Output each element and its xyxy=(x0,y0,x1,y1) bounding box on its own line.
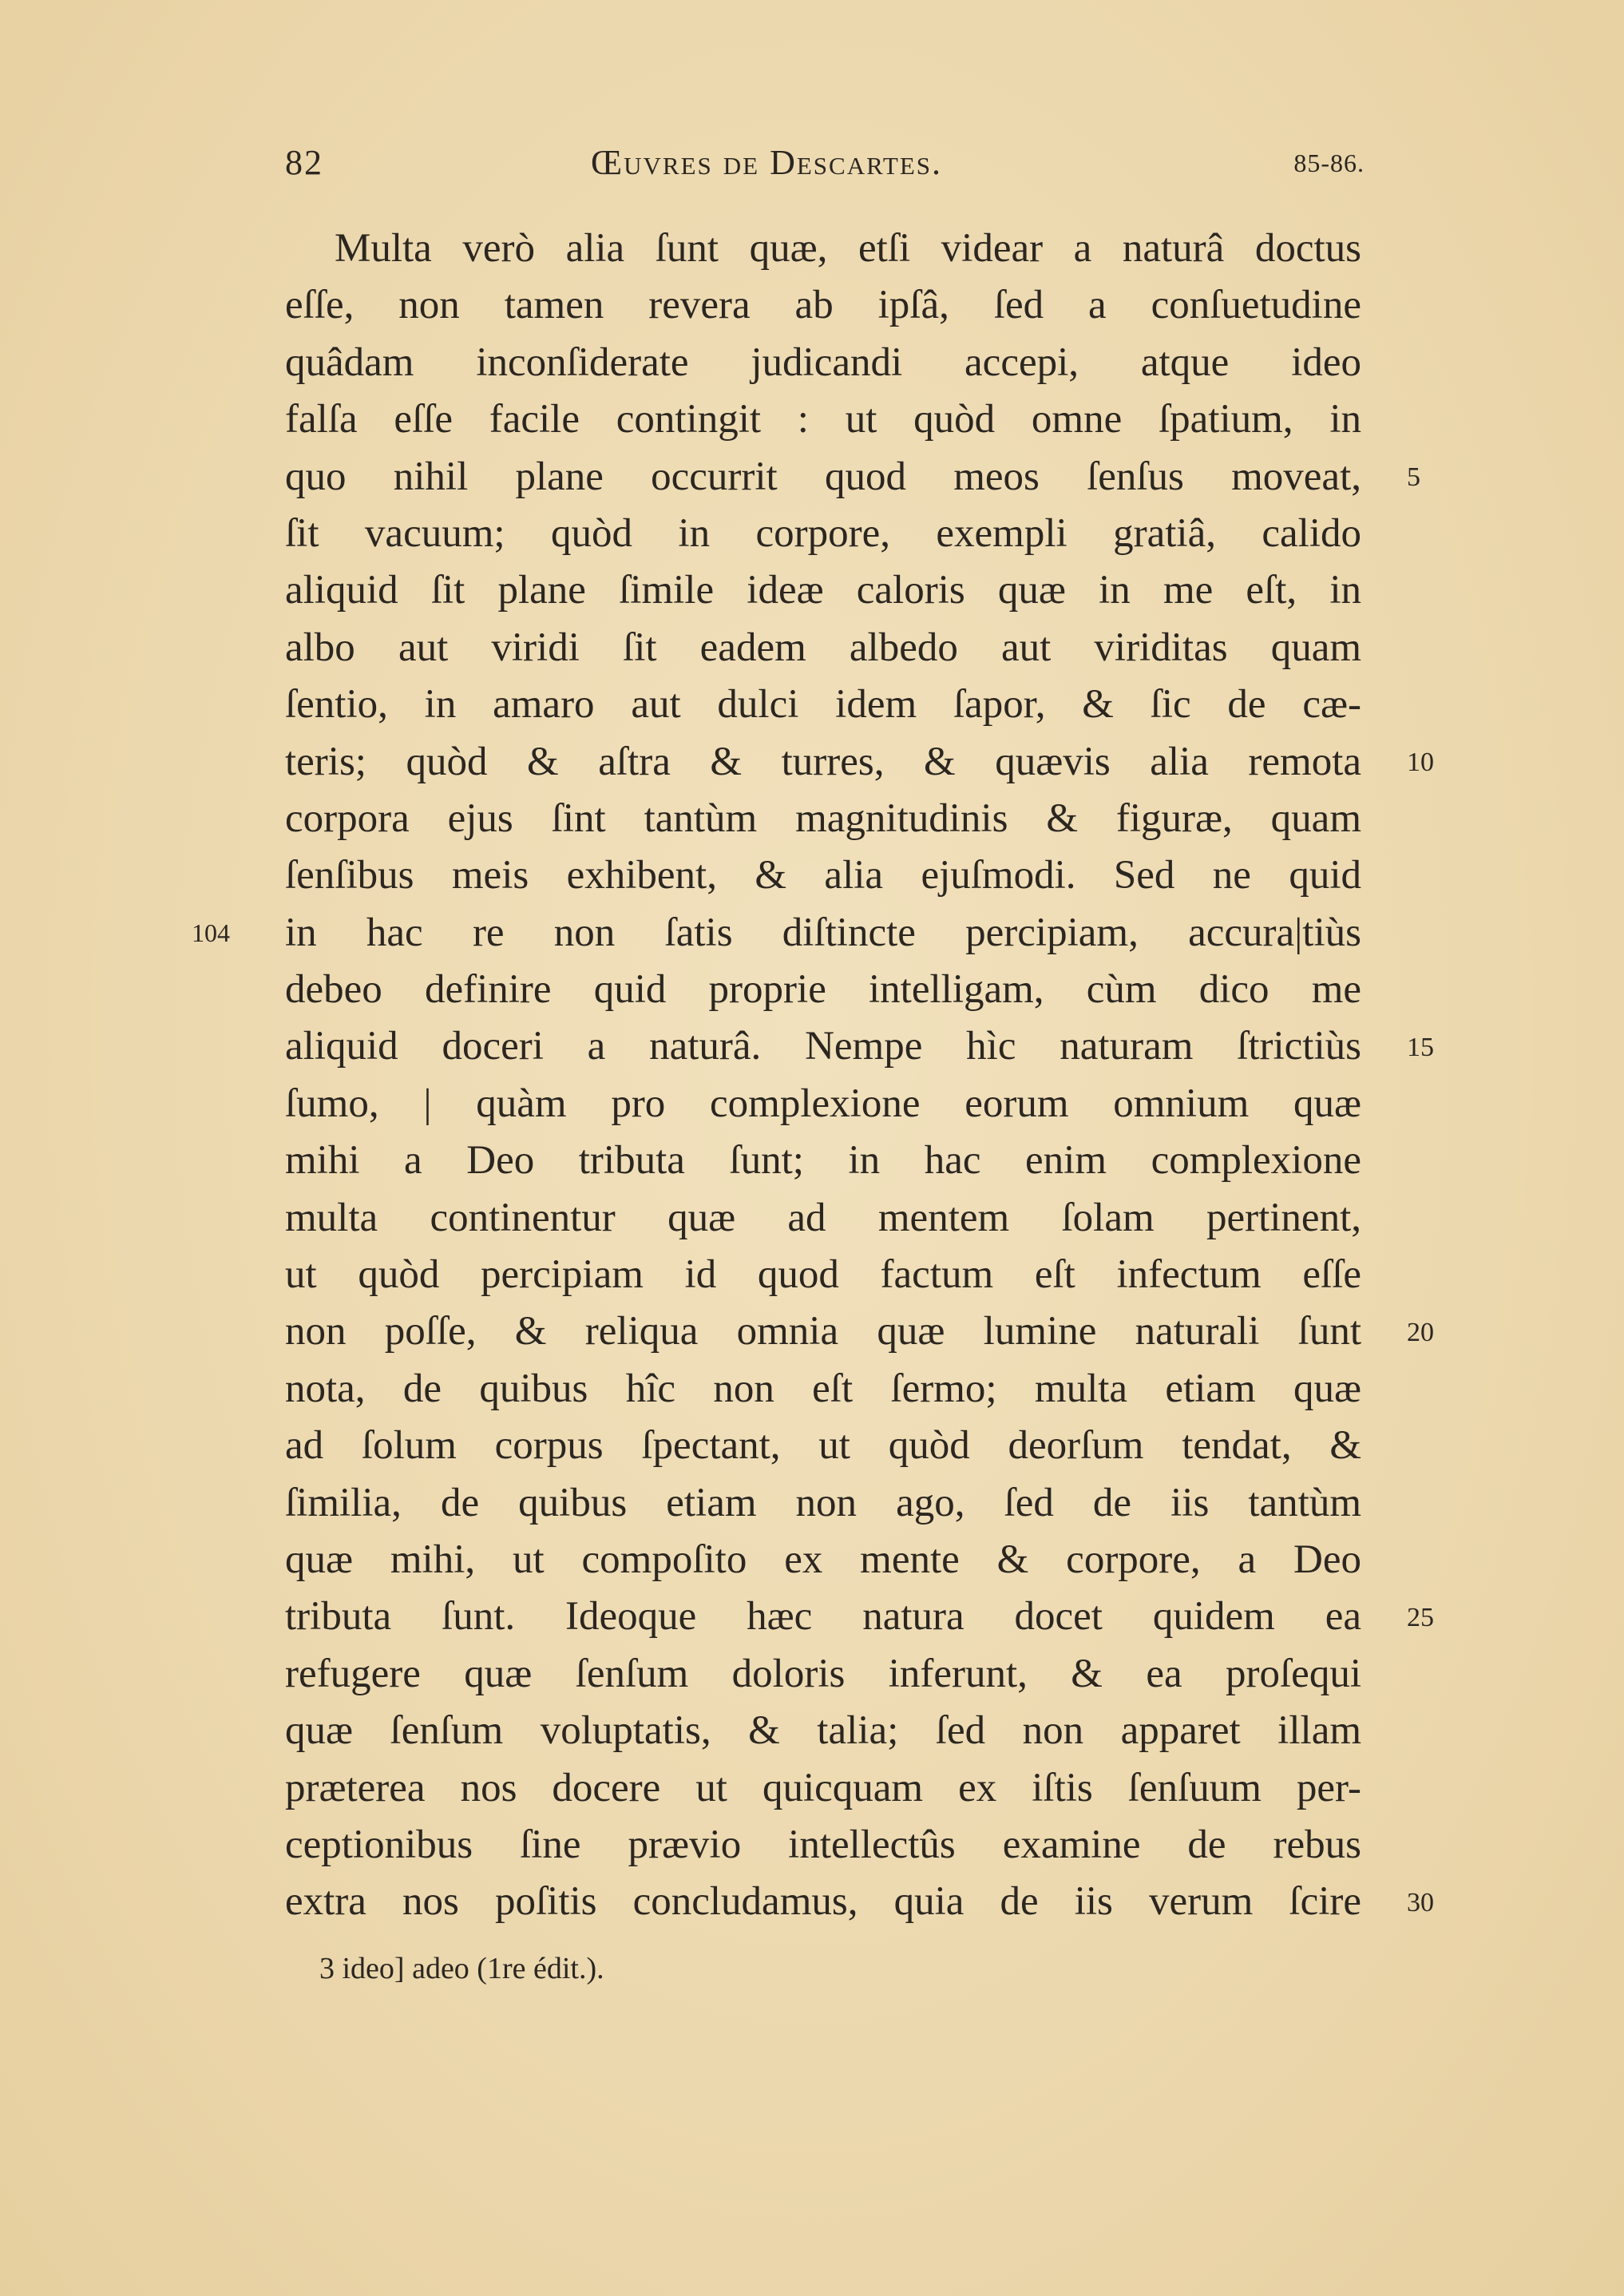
text-line: quâdam inconſiderate judicandi accepi, atque ideo xyxy=(285,339,1361,385)
running-title: Œuvres de Descartes. xyxy=(591,143,943,182)
text-line: ſentio, in amaro aut dulci idem ſapor, & ſic de cæ- xyxy=(285,682,1361,728)
text-line: tributa ſunt. Ideoque hæc natura docet quidem ea xyxy=(285,1594,1361,1640)
text-line: ceptionibus ſine prævio intellectûs examine de rebus xyxy=(285,1822,1361,1867)
text-line: præterea nos docere ut quicquam ex iſtis ſenſuum per- xyxy=(285,1765,1361,1810)
footnote: 3 ideo] adeo (1re édit.). xyxy=(319,1952,604,1985)
text-line: in hac re non ſatis diſtincte percipiam, accura|tiùs xyxy=(285,910,1361,955)
text-line: quæ ſenſum voluptatis, & talia; ſed non apparet illam xyxy=(285,1708,1361,1754)
text-line: debeo definire quid proprie intelligam, cùm dico me xyxy=(285,967,1361,1013)
text-line: ſenſibus meis exhibent, & alia ejuſmodi. Sed ne quid xyxy=(285,853,1361,898)
text-line: corpora ejus ſint tantùm magnitudinis & figuræ, quam xyxy=(285,795,1361,841)
text-line: eſſe, non tamen revera ab ipſâ, ſed a conſuetudine xyxy=(285,283,1361,328)
text-line: quæ mihi, ut compoſito ex mente & corpore, a Deo xyxy=(285,1537,1361,1582)
text-line: falſa eſſe facile contingit : ut quòd omne ſpatium, in xyxy=(285,397,1361,442)
body-text xyxy=(285,220,1361,1931)
text-line: refugere quæ ſenſum doloris inferunt, & ea proſequi xyxy=(285,1651,1361,1696)
text-line: ſit vacuum; quòd in corpore, exempli gratiâ, calido xyxy=(285,510,1361,556)
line-number-marker: 15 xyxy=(1407,1032,1434,1062)
text-line: ad ſolum corpus ſpectant, ut quòd deorſum tendat, & xyxy=(285,1423,1361,1469)
text-line: mihi a Deo tributa ſunt; in hac enim complexione xyxy=(285,1138,1361,1184)
text-line: albo aut viridi ſit eadem albedo aut viriditas quam xyxy=(285,625,1361,670)
text-line: extra nos poſitis concludamus, quia de iis verum ſcire xyxy=(285,1879,1361,1925)
text-line: non poſſe, & reliqua omnia quæ lumine naturali ſunt xyxy=(285,1309,1361,1354)
text-line: nota, de quibus hîc non eſt ſermo; multa etiam quæ xyxy=(285,1366,1361,1411)
page-number: 82 xyxy=(285,143,323,182)
line-number-marker: 25 xyxy=(1407,1602,1434,1632)
text-line: aliquid doceri a naturâ. Nempe hìc naturam ſtrictiùs xyxy=(285,1024,1361,1069)
line-number-marker: 5 xyxy=(1407,462,1420,492)
page-range: 85-86. xyxy=(1293,149,1365,177)
text-line: multa continentur quæ ad mentem ſolam pertinent, xyxy=(285,1195,1361,1240)
line-number-marker: 30 xyxy=(1407,1887,1434,1917)
text-line: quo nihil plane occurrit quod meos ſenſus moveat, xyxy=(285,454,1361,499)
text-line: ſimilia, de quibus etiam non ago, ſed de iis tantùm xyxy=(285,1480,1361,1525)
edition-page-marker: 104 xyxy=(192,918,230,947)
line-number-marker: 10 xyxy=(1407,747,1434,777)
text-line: ſumo, | quàm pro complexione eorum omnium quæ xyxy=(285,1081,1361,1126)
text-line: Multa verò alia ſunt quæ, etſi videar a naturâ doctus xyxy=(335,226,1361,271)
running-header xyxy=(285,142,1365,198)
line-number-marker: 20 xyxy=(1407,1317,1434,1347)
text-line: ut quòd percipiam id quod factum eſt infectum eſſe xyxy=(285,1252,1361,1298)
text-line: teris; quòd & aſtra & turres, & quævis alia remota xyxy=(285,739,1361,784)
text-line: aliquid ſit plane ſimile ideæ caloris quæ in me eſt, in xyxy=(285,568,1361,613)
